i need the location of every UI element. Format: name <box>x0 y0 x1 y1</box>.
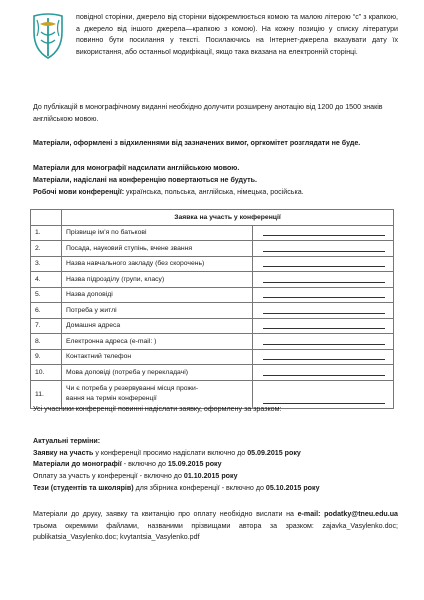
contact-text: Матеріали до друку, заявку та квитанцію про оплату необхідно вислати на <box>33 510 298 518</box>
answer-field-language[interactable] <box>253 365 394 381</box>
language-note-return: Матеріали, надіслані на конференцію повертаються не будуть. <box>33 176 257 184</box>
table-row <box>31 334 394 350</box>
answer-field-report-title[interactable] <box>253 287 394 303</box>
deadline-application <box>33 448 398 460</box>
answer-line <box>263 344 385 345</box>
row-number: 4. <box>31 272 62 288</box>
row-label: Назва підрозділу (групи, класу) <box>62 272 253 288</box>
table-row <box>31 318 394 334</box>
row-label: Посада, науковий ступінь, вчене звання <box>62 241 253 257</box>
deadline-theses <box>33 483 398 495</box>
annotation-requirement: До публікацій в монографічному виданні необхідно долучити розширену анотацію від 1200 до 1500 знаків англійською мовою. <box>33 103 383 123</box>
answer-field-department[interactable] <box>253 272 394 288</box>
deadline-application-text: у конференції просимо надіслати включно до <box>93 448 248 457</box>
file-naming-text: трьома окремими файлами, названими прізвищами автора за зразком: zajavka_Vasylenko.doc; publikatsia_Vasylenko.doc; kvytantsia_Vasylenko.pdf <box>33 521 398 542</box>
all-participants-note: Усі учасники конференції повинні надіслати заявку, оформлену за зразком: <box>33 405 282 413</box>
row-label: Електронна адреса (e-mail: ) <box>62 334 253 350</box>
deadline-theses-date: 05.10.2015 року <box>265 483 320 492</box>
answer-field-phone[interactable] <box>253 349 394 365</box>
answer-line <box>263 266 385 267</box>
answer-line <box>263 375 385 376</box>
deadline-application-date: 05.09.2015 року <box>247 448 301 457</box>
table-row <box>31 256 394 272</box>
table-row <box>31 365 394 381</box>
row-number: 2. <box>31 241 62 257</box>
table-row <box>31 349 394 365</box>
deadline-payment-date: 01.10.2015 року <box>183 472 238 481</box>
answer-line <box>263 251 385 252</box>
university-logo-icon <box>28 10 68 62</box>
row-number: 3. <box>31 256 62 272</box>
intro-paragraph: повідної сторінки, джерело від сторінки відокремлюється комою та малою літерою “с” з крапкою, а джерело від іншого джерела—крапкою з комою). На кожну позицію у списку літератури повинно бути посилання у тексті. Посилаючись на Інтернет-джерела вказувати дату їх використання, або останньої модифікації, якщо така вказана на електронній сторінці. <box>76 13 398 57</box>
deadline-theses-label: Тези (студентів та школярів) <box>33 483 134 492</box>
row-label: Назва навчального закладу (без скорочень) <box>62 256 253 272</box>
answer-field-housing[interactable] <box>253 303 394 319</box>
row-label: Назва доповіді <box>62 287 253 303</box>
row-label: Прізвище ім’я по батькові <box>62 225 253 241</box>
table-row <box>31 287 394 303</box>
deadline-payment-text: Оплату за участь у конференції - включно до <box>33 472 184 481</box>
table-row <box>31 272 394 288</box>
answer-line <box>263 328 385 329</box>
row-label: Домашня адреса <box>62 318 253 334</box>
deadline-monograph-text: - включно до <box>121 460 168 469</box>
rejection-note: Матеріали, оформлені з відхиленнями від зазначених вимог, оргкомітет розглядати не буде. <box>33 139 361 147</box>
deadline-monograph-label: Матеріали до монографії <box>33 460 122 469</box>
working-languages <box>33 187 398 199</box>
row-label-line: вання на термін конференції <box>66 395 157 402</box>
form-title: Заявка на участь у конференції <box>62 210 394 226</box>
deadline-monograph-date: 15.09.2015 року <box>167 460 222 469</box>
row-number: 5. <box>31 287 62 303</box>
answer-field-fullname[interactable] <box>253 225 394 241</box>
form-header-spacer <box>31 210 62 226</box>
deadline-monograph <box>33 459 398 471</box>
answer-field-position[interactable] <box>253 241 394 257</box>
row-label: Мова доповіді (потреба у перекладачі) <box>62 365 253 381</box>
answer-field-email[interactable] <box>253 334 394 350</box>
table-row <box>31 241 394 257</box>
application-form-table <box>30 209 394 409</box>
email-address-link[interactable]: podatky@tneu.edu.ua <box>324 510 398 518</box>
language-note-monograph: Матеріали для монографії надсилати англійською мовою. <box>33 164 240 172</box>
row-label: Контактний телефон <box>62 349 253 365</box>
working-languages-label: Робочі мови конференції: <box>33 188 125 196</box>
row-label-line: Чи є потреба у резервуванні місця прожи- <box>66 385 199 392</box>
deadline-application-label: Заявку на участь <box>33 448 94 457</box>
answer-line <box>263 359 385 360</box>
answer-line <box>263 313 385 314</box>
row-number: 10. <box>31 365 62 381</box>
answer-line <box>263 235 385 236</box>
answer-field-home-address[interactable] <box>253 318 394 334</box>
deadline-payment <box>33 471 398 483</box>
answer-line <box>263 297 385 298</box>
deadlines-section <box>33 436 398 495</box>
table-row <box>31 225 394 241</box>
working-languages-value: українська, польська, англійська, німецька, російська. <box>124 188 304 196</box>
row-number: 1. <box>31 225 62 241</box>
row-number: 7. <box>31 318 62 334</box>
row-number: 11. <box>31 380 62 408</box>
row-number: 6. <box>31 303 62 319</box>
contact-paragraph <box>33 509 398 544</box>
email-label: e-mail: <box>297 510 321 518</box>
row-number: 9. <box>31 349 62 365</box>
table-row <box>31 303 394 319</box>
deadline-theses-text: для збірника конференції - включно до <box>133 483 266 492</box>
answer-line <box>263 282 385 283</box>
row-label: Потреба у житлі <box>62 303 253 319</box>
answer-field-institution[interactable] <box>253 256 394 272</box>
row-number: 8. <box>31 334 62 350</box>
deadlines-heading: Актуальні терміни: <box>33 437 101 445</box>
